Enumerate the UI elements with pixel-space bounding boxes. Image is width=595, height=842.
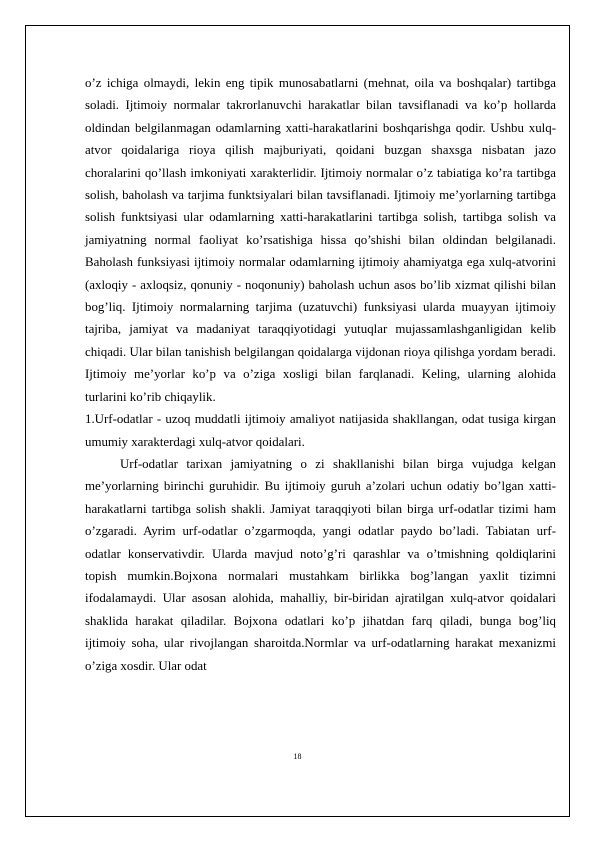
paragraph-social-norms: o’z ichiga olmaydi, lekin eng tipik munosabatlarni (mehnat, oila va boshqalar) tartibga soladi. Ijtimoiy normalar takrorlanuvchi harakatlar bilan tavsiflanadi va ko’p hollarda oldindan belgilanmagan odamlarning xatti-harakatlarini boshqarishga qodir. Ushbu xulq-atvor qoidalariga rioya qilish majburiyati, qoidani buzgan shaxsga nisbatan jazo choralarini qo’llash imkoniyati xarakterlidir. Ijtimoiy normalar o’z tabiatiga ko’ra tartibga solish, baholash va tarjima funktsiyalari bilan tavsiflanadi. Ijtimoiy me’yorlarning tartibga solish funktsiyasi ular odamlarning xatti-harakatlarini tartibga solish, tartibga solish va jamiyatning normal faoliyat ko’rsatishiga hissa qo’shishi bilan oldindan belgilanadi. Baholash funksiyasi ijtimoiy normalar odamlarning ijtimoiy ahamiyatga ega xulq-atvorini (axloqiy - axloqsiz, qonuniy - noqonuniy) baholash uchun asos bo’lib xizmat qilishi bilan bog’liq. Ijtimoiy normalarning tarjima (uzatuvchi) funksiyasi ularda muayyan ijtimoiy tajriba, jamiyat va madaniyat taraqqiyotidagi yutuqlar mujassamlashganligidan kelib chiqadi. Ular bilan tanishish belgilangan qoidalarga vijdonan rioya qilishga yordam beradi. Ijtimoiy me’yorlar ko’p va o’ziga xosligi bilan farqlanadi. Keling, ularning alohida turlarini ko’rib chiqaylik. xyxy=(85,76,556,404)
paragraph-customs-history: Urf-odatlar tarixan jamiyatning o zi shakllanishi bilan birga vujudga kelgan me’yorlarning birinchi guruhidir. Bu ijtimoiy guruh a’zolari uchun odatiy bo’lgan xatti-harakatlarni tartibga solish shakli. Jamiyat taraqqiyoti bilan birga urf-odatlar tizimi ham o’zgaradi. Ayrim urf-odatlar o’zgarmoqda, yangi odatlar paydo bo’ladi. Tabiatan urf-odatlar konservativdir. Ularda mavjud noto’g’ri qarashlar va o’tmishning qoldiqlarini topish mumkin.Bojxona normalari mustahkam birlikka bog’langan yaxlit tizimni ifodalamaydi. Ular asosan alohida, mahalliy, bir-biridan ajratilgan xulq-atvor qoidalari shaklida harakat qiladilar. Bojxona odatlari ko’p jihatdan farq qiladi, bunga bog’liq ijtimoiy soha, ular rivojlangan sharoitda.Normlar va urf-odatlarning harakat mexanizmi o’ziga xosdir. Ular odat xyxy=(85,456,556,673)
page-number: 18 xyxy=(293,752,302,761)
document-body xyxy=(85,72,556,677)
paragraph-customs-definition: 1.Urf-odatlar - uzoq muddatli ijtimoiy amaliyot natijasida shakllangan, odat tusiga kirgan umumiy xarakterdagi xulq-atvor qoidalari. xyxy=(85,412,556,449)
